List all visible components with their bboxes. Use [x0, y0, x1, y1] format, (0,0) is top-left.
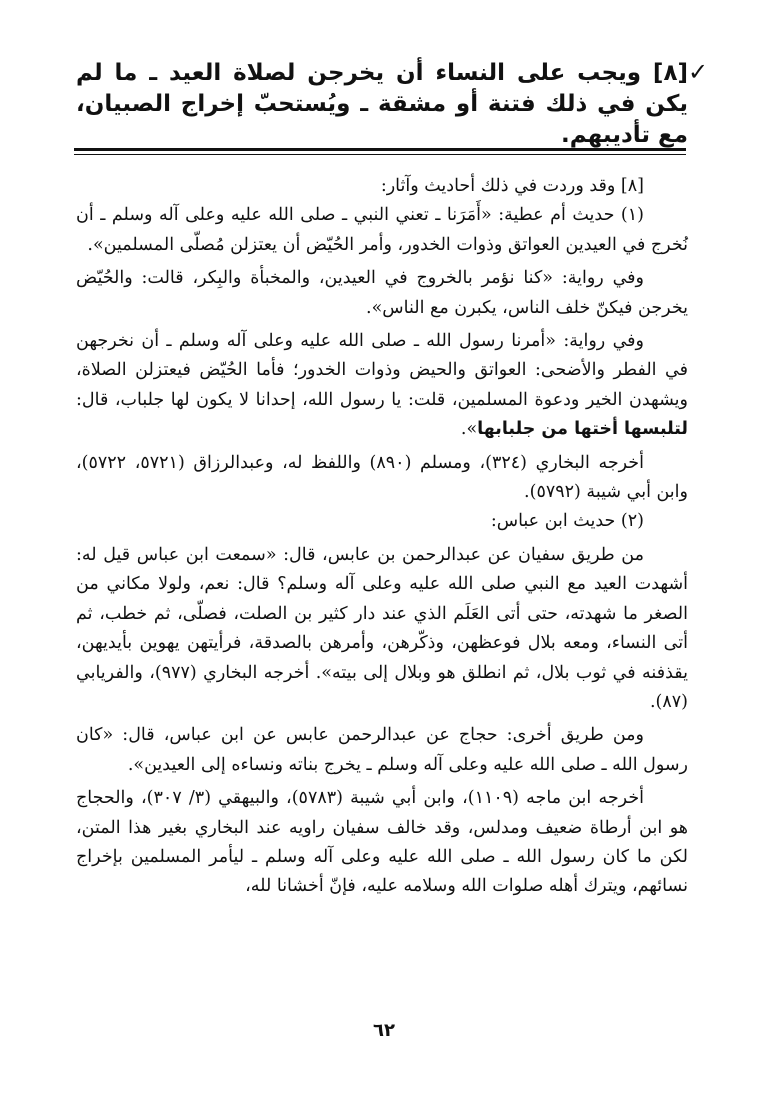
riwaya-2-text: وفي رواية: «أمرنا رسول الله ـ صلى الله عليه وعلى آله وسلم ـ أن نخرجهن في الفطر والأضحى: العواتق والحيض وذوات الخدور؛ فأما الحُيّض فيعتزلن الصلاة، ويشهدن الخير ودعوة المسلمين، قلت: يا رسول الله، إحدانا لا يكون لها جلباب، قال:: [76, 331, 688, 410]
paragraph-takhrij-1: أخرجه البخاري (٣٢٤)، ومسلم (٨٩٠) واللفظ له، وعبدالرزاق (٥٧٢١، ٥٧٢٢)، وابن أبي شيبة (٥٧٩٢).: [76, 452, 688, 503]
paragraph-hadith-umm-atiyya: (١) حديث أم عطية: «أَمَرَنا ـ تعني النبي ـ صلى الله عليه وعلى آله وسلم ـ أن نُخرج في العيدين العواتق وذوات الخدور، وأمر الحُيّض أن يعتزلن مُصلّى المسلمين».: [76, 205, 688, 255]
riwaya-2-bold-quote: لتلبسها أختها من جلبابها: [477, 419, 688, 440]
paragraph-ibn-abbas-hajjaj: ومن طريق أخرى: حجاج عن عبدالرحمن عابس عن ابن عباس، قال: «كان رسول الله ـ صلى الله عليه وعلى آله وسلم ـ يخرج بناته ونساءه إلى العيدين».: [76, 725, 688, 775]
paragraph-riwaya-2: [76, 327, 688, 445]
commentary-body: [76, 172, 688, 1002]
paragraph-intro: [٨] وقد وردت في ذلك أحاديث وآثار:: [380, 176, 644, 196]
heading-divider-thin: [74, 154, 686, 155]
page-number: ٦٢: [373, 1020, 395, 1041]
riwaya-2-end: ».: [460, 419, 478, 440]
section-heading: [٨] ويجب على النساء أن يخرجن لصلاة العيد ـ ما لم يكن في ذلك فتنة أو مشقة ـ ويُستحبّ إخراج الصبيان، مع تأديبهم.: [76, 60, 688, 148]
paragraph-ibn-abbas-sufyan: من طريق سفيان عن عبدالرحمن بن عابس، قال: «سمعت ابن عباس قيل له: أشهدت العيد مع النبي صلى الله عليه وعلى آله وسلم؟ قال: نعم، ولولا مكاني من الصغر ما شهدته، حتى أتى العَلَم الذي عند دار كثير بن الصلت، فصلّى، ثم خطب، ثم أتى النساء، ومعه بلال فوعظهن، وذكّرهن، وأمرهن بالصدقة، فرأيتهن يهوين بأيديهن، يقذفنه في ثوب بلال، ثم انطلق هو وبلال إلى بيته». أخرجه البخاري (٩٧٧)، والفريابي (٨٧).: [76, 544, 688, 712]
paragraph-hadith-ibn-abbas-title: (٢) حديث ابن عباس:: [490, 511, 644, 532]
heading-divider-thick: [74, 148, 686, 151]
paragraph-riwaya-1: وفي رواية: «كنا نؤمر بالخروج في العيدين، والمخبأة والبِكر، قالت: والحُيّض يخرجن فيكنّ خلف الناس، يكبرن مع الناس».: [76, 268, 688, 318]
check-mark-icon: ✓: [688, 58, 709, 86]
paragraph-takhrij-2: أخرجه ابن ماجه (١١٠٩)، وابن أبي شيبة (٥٧٨٣)، والبيهقي (٣/ ٣٠٧)، والحجاج هو ابن أرطاة ضعيف ومدلس، وقد خالف سفيان راويه عند البخاري بغير هذا المتن، لكن ما كان رسول الله ـ صلى الله عليه وعلى آله وسلم ـ ليأمر المسلمين بإخراج نسائهم، ويترك أهله صلوات الله وسلامه عليه، فإنّ أخشانا لله،: [76, 788, 688, 897]
